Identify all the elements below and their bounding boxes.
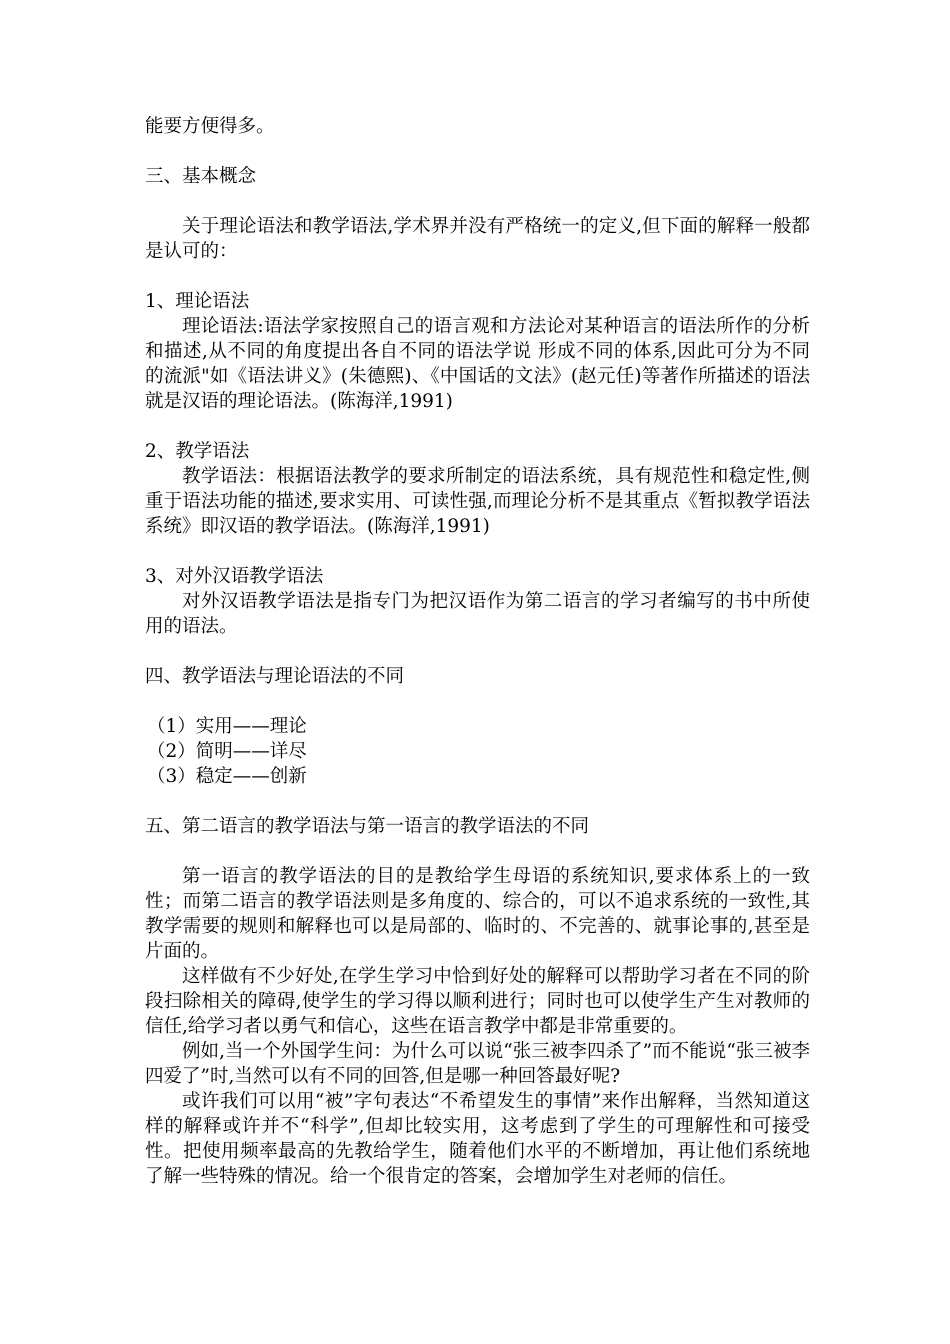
- section-5-paragraph: 或许我们可以用“被”字句表达“不希望发生的事情”来作出解释，当然知道这样的解释或许并不“科学”,但却比较实用，这考虑到了学生的可理解性和可接受性。把使用频率最高的先教给学生，随着他们水平的不断增加，再让他们系统地了解一些特殊的情况。给一个很肯定的答案，会增加学生对老师的信任。: [145, 1091, 810, 1187]
- comparison-item: （2）简明——详尽: [147, 741, 307, 762]
- spacer: [145, 139, 810, 164]
- spacer: [145, 414, 810, 439]
- spacer: [145, 189, 810, 214]
- spacer: [145, 639, 810, 664]
- spacer: [145, 539, 810, 564]
- section-5-heading: 五、第二语言的教学语法与第一语言的教学语法的不同: [145, 816, 590, 837]
- document-page: [145, 114, 810, 1189]
- comparison-item: （3）稳定——创新: [147, 766, 307, 787]
- comparison-item: （1）实用——理论: [147, 716, 307, 737]
- section-3-intro: 关于理论语法和教学语法,学术界并没有严格统一的定义,但下面的解释一般都是认可的：: [145, 216, 810, 262]
- spacer: [145, 789, 810, 814]
- section-5-paragraph: 例如,当一个外国学生问：为什么可以说“张三被李四杀了”而不能说“张三被李四爱了”时,当然可以有不同的回答,但是哪一种回答最好呢?: [145, 1041, 810, 1087]
- definition-3-text: 对外汉语教学语法是指专门为把汉语作为第二语言的学习者编写的书中所使用的语法。: [145, 591, 810, 637]
- spacer: [145, 264, 810, 289]
- definition-2-heading: 2、教学语法: [145, 441, 250, 462]
- spacer: [145, 839, 810, 864]
- spacer: [145, 689, 810, 714]
- continuation-line: 能要方便得多。: [145, 116, 275, 137]
- section-4-heading: 四、教学语法与理论语法的不同: [145, 666, 405, 687]
- section-5-paragraph: 这样做有不少好处,在学生学习中恰到好处的解释可以帮助学习者在不同的阶段扫除相关的障碍,使学生的学习得以顺利进行；同时也可以使学生产生对教师的信任,给学习者以勇气和信心，这些在语言教学中都是非常重要的。: [145, 966, 810, 1037]
- section-3-heading: 三、基本概念: [145, 166, 257, 187]
- definition-2-text: 教学语法：根据语法教学的要求所制定的语法系统，具有规范性和稳定性,侧重于语法功能的描述,要求实用、可读性强,而理论分析不是其重点《暂拟教学语法系统》即汉语的教学语法。(陈海洋,1991): [145, 466, 810, 537]
- section-5-paragraph: 第一语言的教学语法的目的是教给学生母语的系统知识,要求体系上的一致性；而第二语言的教学语法则是多角度的、综合的，可以不追求系统的一致性,其教学需要的规则和解释也可以是局部的、临时的、不完善的、就事论事的,甚至是片面的。: [145, 866, 810, 962]
- definition-1-heading: 1、理论语法: [145, 291, 250, 312]
- definition-3-heading: 3、对外汉语教学语法: [145, 566, 324, 587]
- definition-1-text: 理论语法:语法学家按照自己的语言观和方法论对某种语言的语法所作的分析和描述,从不同的角度提出各自不同的语法学说 形成不同的体系,因此可分为不同的流派"如《语法讲义》(朱德熙)、《中国话的文法》(赵元任)等著作所描述的语法就是汉语的理论语法。(陈海洋,1991): [145, 316, 810, 412]
